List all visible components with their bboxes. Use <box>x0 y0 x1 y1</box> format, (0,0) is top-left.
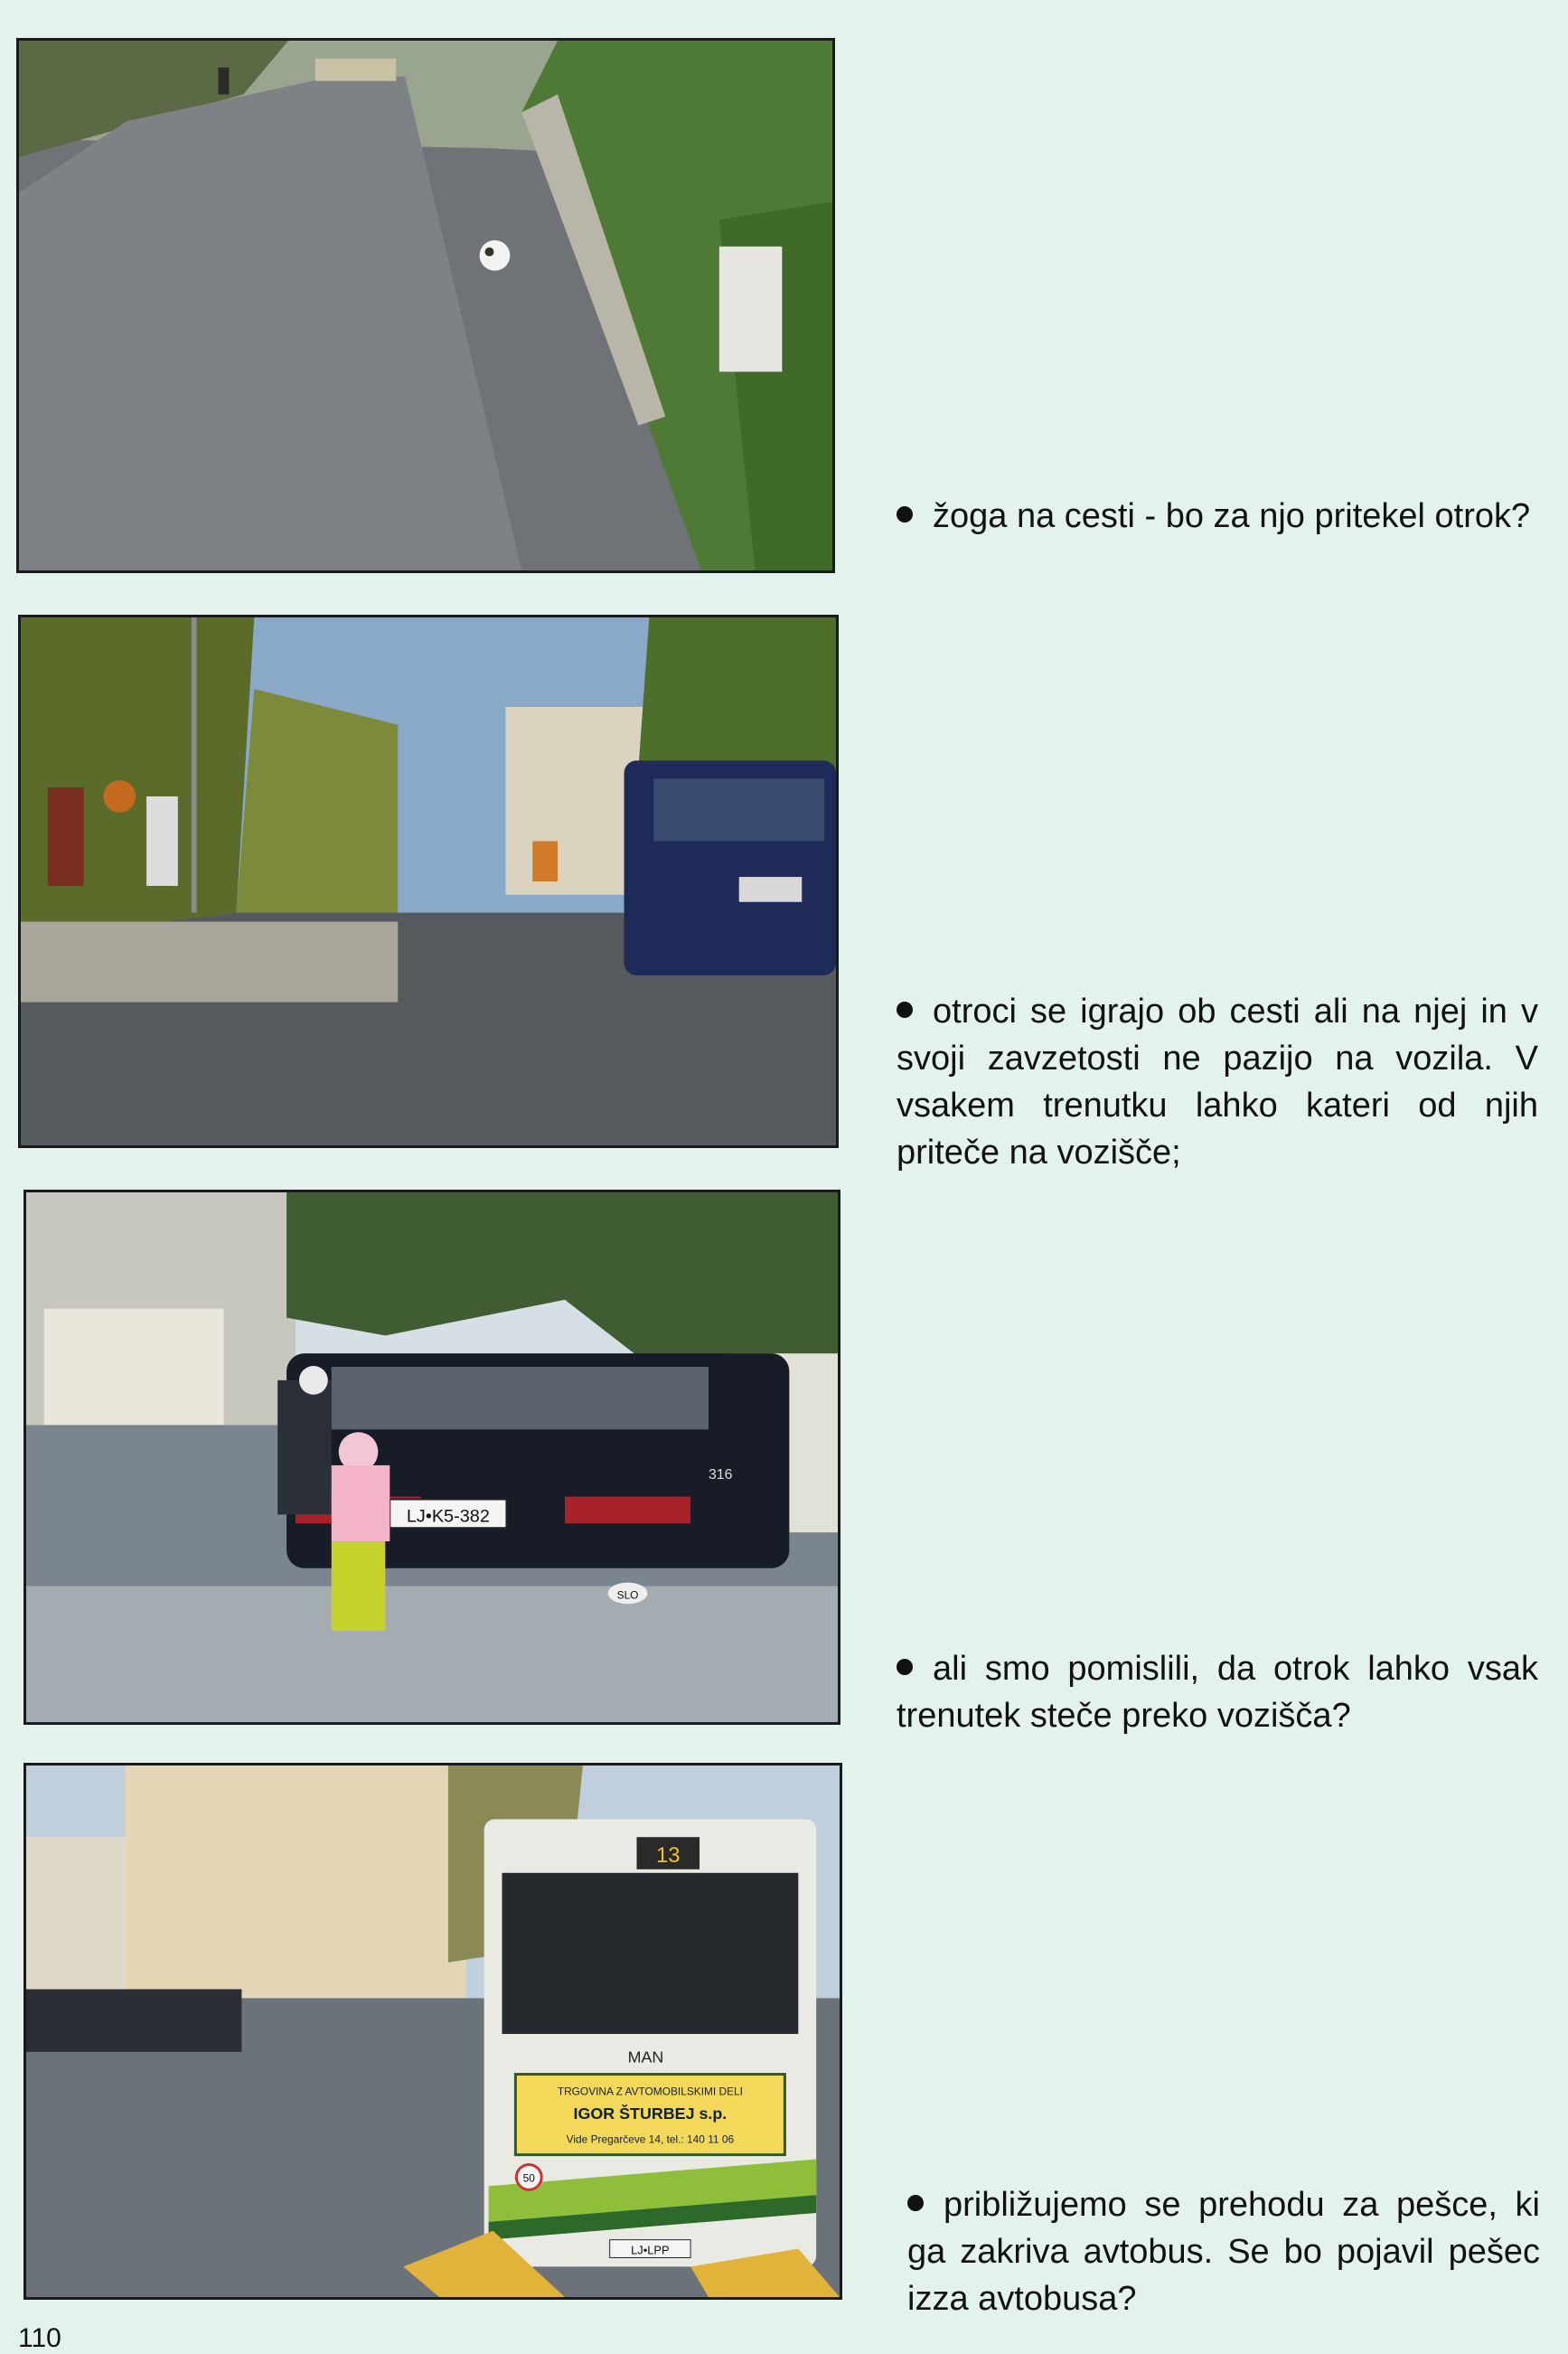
caption-4 <box>907 2181 1540 2322</box>
photo-ball-on-road <box>16 38 835 573</box>
bullet-icon <box>897 506 913 523</box>
bullet-icon <box>897 1002 913 1018</box>
bus-ad-line-3: Vide Pregarčeve 14, tel.: 140 11 06 <box>566 2133 735 2146</box>
caption-2 <box>897 988 1538 1176</box>
bullet-icon <box>907 2195 924 2211</box>
caption-3 <box>897 1645 1538 1739</box>
car-license-plate: LJ•K5-382 <box>406 1506 490 1527</box>
bus-ad-line-2: IGOR ŠTURBEJ s.p. <box>573 2104 728 2123</box>
bus-speed-sticker: 50 <box>522 2171 535 2185</box>
photo-bus-at-crossing <box>23 1763 842 2300</box>
caption-4-text: približujemo se prehodu za pešce, ki ga zakriva avtobus. Se bo pojavil pešec izza avtobusa? <box>907 2186 1540 2318</box>
car-model-badge: 316 <box>708 1466 733 1483</box>
page-number: 110 <box>18 2323 61 2353</box>
show-through-text <box>813 27 1536 266</box>
photo-child-by-car <box>23 1190 840 1725</box>
bullet-icon <box>897 1659 913 1675</box>
bus-route-number: 13 <box>656 1842 681 1868</box>
caption-1-text: žoga na cesti - bo za njo pritekel otrok? <box>933 497 1531 535</box>
caption-2-text: otroci se igrajo ob cesti ali na njej in v svoji zavzetosti ne pazijo na vozila. V vsakem trenutku lahko kateri od njih priteče na vozišče; <box>897 993 1538 1172</box>
bus-license-plate: LJ•LPP <box>631 2243 670 2257</box>
bus-ad-line-1: TRGOVINA Z AVTOMOBILSKIMI DELI <box>557 2085 743 2098</box>
caption-3-text: ali smo pomislili, da otrok lahko vsak trenutek steče preko vozišča? <box>897 1650 1538 1735</box>
caption-1 <box>897 493 1538 540</box>
car-country-oval: SLO <box>616 1588 639 1602</box>
bus-brand: MAN <box>627 2048 664 2067</box>
photo-children-playing <box>18 615 839 1148</box>
